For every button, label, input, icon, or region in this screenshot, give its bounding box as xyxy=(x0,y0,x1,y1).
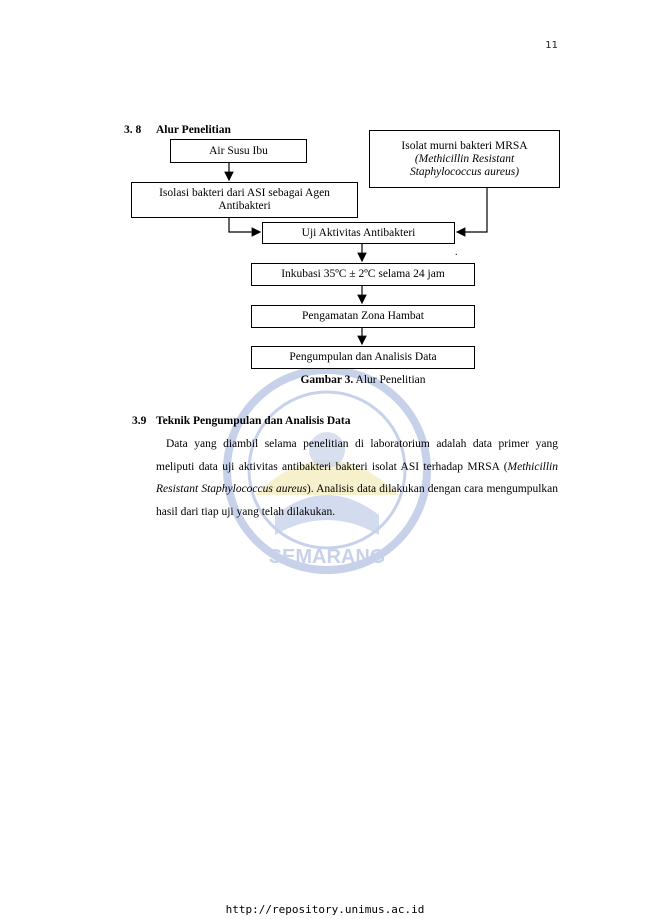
box-label-line1: Isolat murni bakteri MRSA xyxy=(401,139,528,152)
box-uji-aktivitas xyxy=(262,222,455,244)
box-isolasi-bakteri xyxy=(131,182,358,218)
box-pengamatan-zona-hambat xyxy=(251,305,475,328)
stray-dot: . xyxy=(455,247,458,258)
paragraph-text-2: ). Analisis data dilakukan dengan cara mengumpulkan hasil dari tiap uji yang telah dilakukan. xyxy=(156,483,558,518)
section-title: Teknik Pengumpulan dan Analisis Data xyxy=(156,415,351,427)
figure-caption-label: Gambar 3. xyxy=(300,374,354,386)
paragraph-italic: Methicillin Resistant Staphylococcus aureus xyxy=(156,460,558,495)
box-pengumpulan-analisis xyxy=(251,346,475,369)
paragraph-text-1: Data yang diambil selama penelitian di laboratorium adalah data primer yang meliputi data uji aktivitas antibakteri bakteri isolat ASI terhadap MRSA ( xyxy=(156,438,558,473)
box-label: Inkubasi 35ºC ± 2ºC selama 24 jam xyxy=(281,268,445,280)
box-isolat-mrsa xyxy=(369,130,560,188)
box-label-line3: Staphylococcus aureus) xyxy=(409,165,520,178)
figure-caption-text: Alur Penelitian xyxy=(353,374,426,386)
box-inkubasi xyxy=(251,263,475,286)
page-number: 11 xyxy=(545,40,558,51)
box-label: Pengumpulan dan Analisis Data xyxy=(289,351,437,363)
footer-repository-url: http://repository.unimus.ac.id xyxy=(225,903,425,916)
section-3-9-heading xyxy=(132,415,351,427)
box-label: Air Susu Ibu xyxy=(209,144,268,157)
section-number: 3.9 xyxy=(132,415,147,427)
section-number: 3. 8 xyxy=(124,124,142,136)
box-air-susu-ibu xyxy=(170,139,307,163)
box-label: Pengamatan Zona Hambat xyxy=(302,310,424,322)
figure-caption xyxy=(251,374,475,386)
section-title: Alur Penelitian xyxy=(156,124,231,136)
body-paragraph xyxy=(156,433,558,523)
box-label: Uji Aktivitas Antibakteri xyxy=(301,226,416,239)
box-label-line2: (Methicillin Resistant xyxy=(414,152,515,165)
watermark-text: SEMARANG xyxy=(268,546,386,568)
box-label: Isolasi bakteri dari ASI sebagai Agen Antibakteri xyxy=(159,187,330,212)
